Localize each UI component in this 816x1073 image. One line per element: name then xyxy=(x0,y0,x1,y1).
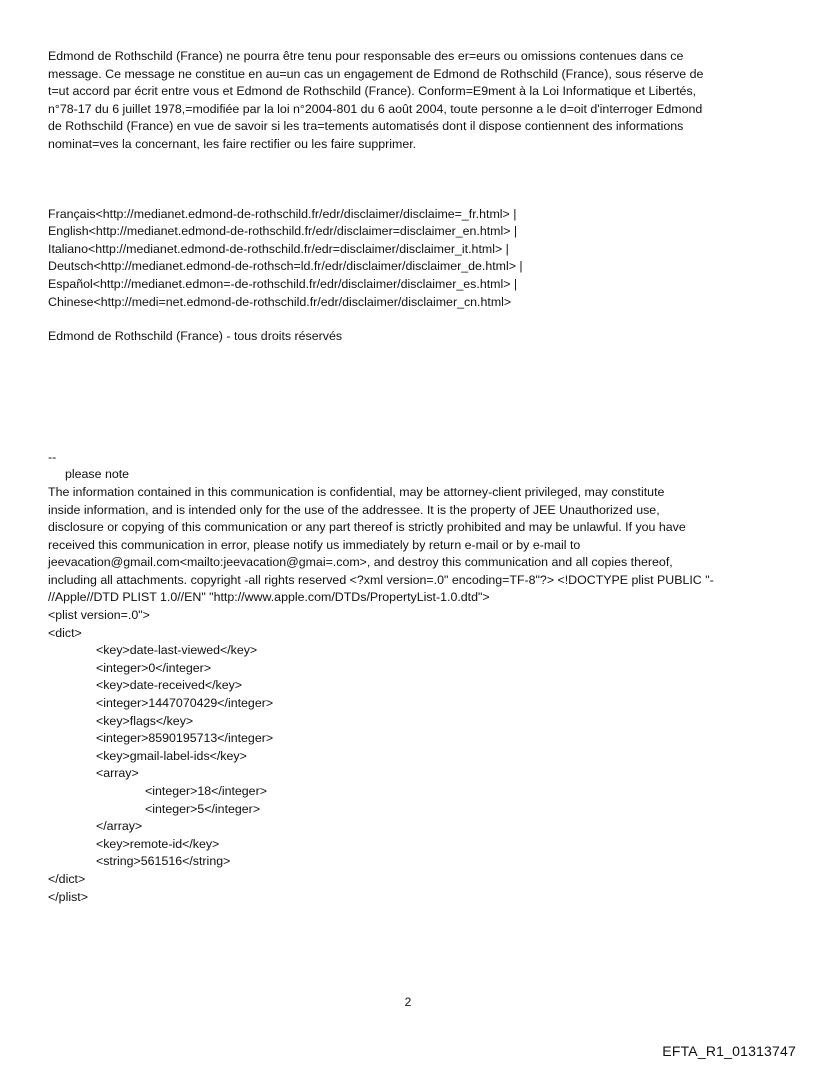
notice-line: received this communication in error, please notify us immediately by return e-mail or by e-mail to xyxy=(48,537,581,552)
disclaimer-line: t=ut accord par écrit entre vous et Edmond de Rothschild (France). Conform=E9ment à la Loi Informatique et Libertés, xyxy=(48,84,697,99)
plist-entry: </array> xyxy=(96,819,143,834)
please-note-heading: please note xyxy=(65,467,130,482)
signature-separator: -- xyxy=(48,449,57,464)
document-id: EFTA_R1_01313747 xyxy=(662,1043,796,1059)
plist-entry: <key>date-last-viewed</key> xyxy=(96,643,258,658)
plist-entry: <key>flags</key> xyxy=(96,713,194,728)
disclaimer-line: de Rothschild (France) en vue de savoir si les tra=tements automatisés dont il dispose contiennent des informations xyxy=(48,119,684,134)
language-link[interactable]: Français<http://medianet.edmond-de-rothschild.fr/edr/disclaimer/disclaime=_fr.html> | xyxy=(48,206,517,221)
language-link[interactable]: English<http://medianet.edmond-de-rothschild.fr/edr/disclaimer=disclaimer_en.html> | xyxy=(48,224,518,239)
dict-open: <dict> xyxy=(48,625,82,640)
plist-block xyxy=(48,607,772,906)
plist-entry: <integer>0</integer> xyxy=(96,660,212,675)
notice-line: jeevacation@gmail.com<mailto:jeevacation@gmai=.com>, and destroy this communication and all copies thereof, xyxy=(48,555,673,570)
notice-line: //Apple//DTD PLIST 1.0//EN" "http://www.apple.com/DTDs/PropertyList-1.0.dtd"> xyxy=(48,590,490,605)
plist-close: </plist> xyxy=(48,889,88,904)
plist-entry: <integer>1447070429</integer> xyxy=(96,696,274,711)
plist-entry: <integer>8590195713</integer> xyxy=(96,731,274,746)
language-links xyxy=(48,206,772,312)
language-link[interactable]: Italiano<http://medianet.edmond-de-rothschild.fr/edr=disclaimer/disclaimer_it.html> | xyxy=(48,241,509,256)
document-body xyxy=(48,48,772,906)
notice-line: The information contained in this communication is confidential, may be attorney-client privileged, may constitute xyxy=(48,484,665,499)
plist-entry: <key>gmail-label-ids</key> xyxy=(96,748,247,763)
plist-array-item: <integer>5</integer> xyxy=(145,801,261,816)
notice-line: including all attachments. copyright -all rights reserved <?xml version=.0" encoding=TF-8"?> <!DOCTYPE plist PUBLIC "- xyxy=(48,572,714,587)
disclaimer-line: nominat=ves la concernant, les faire rectifier ou les faire supprimer. xyxy=(48,136,417,151)
page-number: 2 xyxy=(404,995,412,1009)
rights-line: Edmond de Rothschild (France) - tous droits réservés xyxy=(48,329,343,344)
plist-entry: <key>remote-id</key> xyxy=(96,836,220,851)
confidentiality-notice xyxy=(48,484,772,607)
plist-entry: <key>date-received</key> xyxy=(96,678,243,693)
plist-entry: <string>561516</string> xyxy=(96,854,231,869)
plist-array-item: <integer>18</integer> xyxy=(145,784,267,798)
language-link[interactable]: Chinese<http://medi=net.edmond-de-rothschild.fr/edr/disclaimer/disclaimer_cn.html> xyxy=(48,294,512,309)
notice-line: inside information, and is intended only for the use of the addressee. It is the property of JEE Unauthorized use, xyxy=(48,502,660,517)
language-link[interactable]: Deutsch<http://medianet.edmond-de-rothsch=ld.fr/edr/disclaimer/disclaimer_de.html> | xyxy=(48,259,523,274)
plist-open: <plist version=.0"> xyxy=(48,608,150,623)
dict-close: </dict> xyxy=(48,871,86,886)
plist-entry: <array> xyxy=(96,766,139,781)
language-link[interactable]: Español<http://medianet.edmon=-de-rothschild.fr/edr/disclaimer/disclaimer_es.html> | xyxy=(48,276,518,291)
disclaimer-line: n°78-17 du 6 juillet 1978,=modifiée par la loi n°2004-801 du 6 août 2004, toute personne a le d=oit d'interroger Edmond xyxy=(48,101,703,116)
notice-line: disclosure or copying of this communication or any part thereof is strictly prohibited and may be unlawful. If you have xyxy=(48,520,686,535)
disclaimer-line: Edmond de Rothschild (France) ne pourra être tenu pour responsable des er=eurs ou omissions contenues dans ce xyxy=(48,49,684,63)
disclaimer-paragraph xyxy=(48,48,772,154)
disclaimer-line: message. Ce message ne constitue en au=un cas un engagement de Edmond de Rothschild (France), sous réserve de xyxy=(48,66,704,81)
